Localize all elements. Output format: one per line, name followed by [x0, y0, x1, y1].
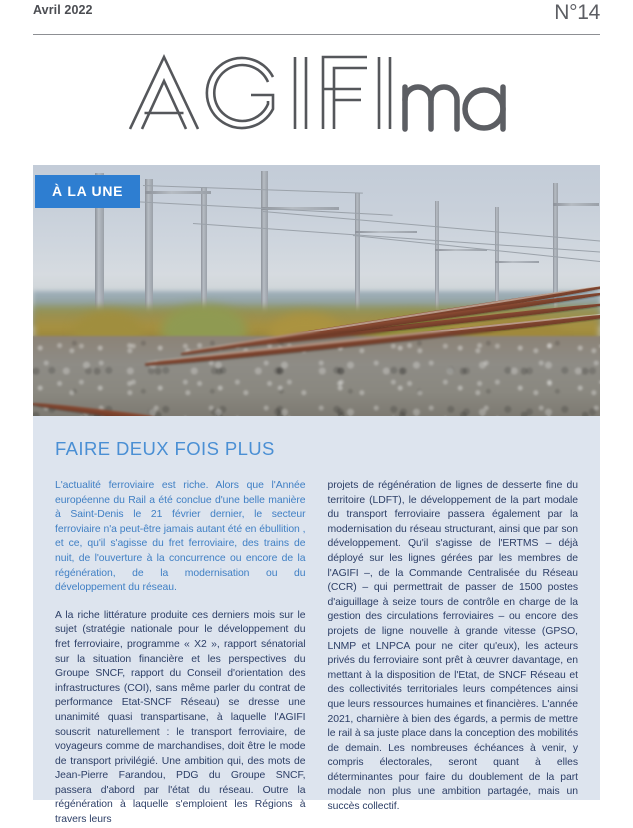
hero-image: [33, 165, 600, 416]
issue-number: N°14: [554, 1, 600, 24]
catenary-arm: [145, 191, 211, 194]
article-paragraph: L'actualité ferroviaire est riche. Alors que l'Année européenne du Rail a été conclue d'une belle manière à Saint-Denis le 21 février dernier, le secteur ferroviaire n'a peut-être jamais autant été en ébullition , et ce, qu'il s'agisse du fret ferroviaire, des trains de nuit, de l'ouverture à la concurrence ou encore de la régénération, de la modernisation ou du développement du réseau.: [55, 480, 306, 594]
article-paragraph: A la riche littérature produite ces derniers mois sur le sujet (stratégie nationale pour le développement du fret ferroviaire, programme « X2 », rapport sénatorial sur la situation financière et les perspectives du Groupe SNCF, rapport du Conseil d'orientation des infrastructures (COI), sans même parler du contrat de performance Etat-SNCF Réseau) se dresse une unanimité quasi transpartisane, à laquelle l'AGIFI souscrit naturellement : le transport ferroviaire, de voyageurs comme de marchandises, doit être le mode de transport privilégié. Une ambition qui, des mots de Jean-Pierre Farandou, PDG du Groupe SNCF, passera d'abord par l'état du réseau. Outre la régénération à laquelle s'emploient les Régions à travers leurs: [55, 609, 306, 826]
catenary-arm: [355, 231, 417, 233]
article-panel: [33, 416, 600, 826]
article-title: FAIRE DEUX FOIS PLUS: [55, 438, 275, 459]
article-paragraph: projets de régénération de lignes de desserte fine du territoire (LDFT), le développement de la part modale du transport ferroviaire passera également par la modernisation du réseau structurant, ainsi que par son développement. Qu'il s'agisse de l'ERTMS – déjà déployé sur les lignes gérées par les membres de l'AGIFI –, de la Commande Centralisée du Réseau (CCR) – qui permettrait de passer de 1500 postes d'aiguillage à seize tours de contrôle en charge de la gestion des circulations ferroviaires – ou encore des projets de ligne nouvelle à grande vitesse (GPSO, LNMP et LNPCA pour ne citer qu'eux), les acteurs privés du ferroviaire sont prêt à œuvrer davantage, en mettant à la disposition de l'Etat, de SNCF Réseau et des collectivités territoriales leurs compétences ainsi que leurs ressources humaines et financières. L'année 2021, charnière à bien des égards, a permis de mettre le rail à sa juste place dans la conception des mobilités de demain. Les nombreuses échéances à venir, y compris électorales, seront quant à elles déterminantes pour faire du doublement de la part modale non plus une ambition partagée, mais un succès collectif.: [327, 480, 578, 813]
article-column-left: [55, 479, 306, 828]
issue-bar: [33, 2, 600, 35]
a-la-une-badge: À LA UNE: [35, 175, 140, 208]
agifi-mag-logo-svg: [127, 51, 507, 137]
masthead: [0, 0, 633, 152]
article-columns: [55, 479, 578, 828]
article-column-right: [328, 479, 579, 828]
catenary-arm: [495, 261, 539, 263]
magazine-logo: [0, 42, 633, 146]
issue-date: Avril 2022: [33, 3, 93, 17]
catenary-arm: [553, 203, 599, 206]
